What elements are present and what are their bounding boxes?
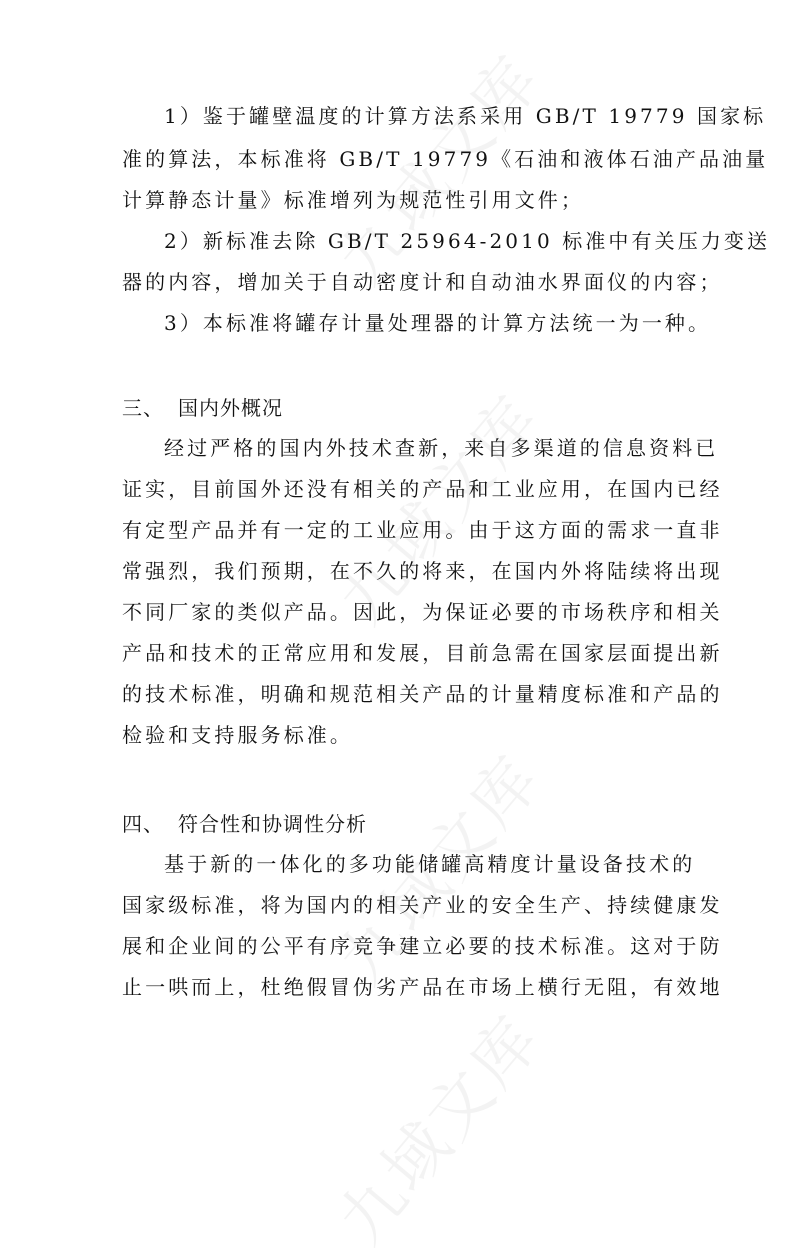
list-item-1-line-3: 计算静态计量》标准增列为规范性引用文件； [122,188,584,212]
paragraph-line: 的技术标准，明确和规范相关产品的计量精度标准和产品的 [122,682,723,706]
paragraph-line: 检验和支持服务标准。 [122,723,353,747]
paragraph-line: 常强烈，我们预期，在不久的将来，在国内外将陆续将出现 [122,559,723,583]
list-item-3-line-1: 3）本标准将罐存计量处理器的计算方法统一为一种。 [164,311,712,335]
paragraph-line: 产品和技术的正常应用和发展，目前急需在国家层面提出新 [122,641,723,665]
paragraph-line: 基于新的一体化的多功能储罐高精度计量设备技术的 [164,852,696,876]
section-number: 三、 [122,396,164,420]
list-item-1-line-2: 准的算法，本标准将 GB/T 19779《石油和液体石油产品油量 [122,147,769,171]
paragraph-line: 不同厂家的类似产品。因此，为保证必要的市场秩序和相关 [122,600,723,624]
list-item-1-line-1: 1）鉴于罐壁温度的计算方法系采用 GB/T 19779 国家标 [164,104,767,128]
section-title: 国内外概况 [178,396,283,420]
section-heading-4 [122,812,674,836]
list-item-2-line-1: 2）新标准去除 GB/T 25964-2010 标准中有关压力变送 [164,229,771,253]
paragraph-line: 国家级标准，将为国内的相关产业的安全生产、持续健康发 [122,893,723,917]
paragraph-line: 经过严格的国内外技术查新，来自多渠道的信息资料已 [164,436,719,460]
list-item-2-line-2: 器的内容，增加关于自动密度计和自动油水界面仪的内容； [122,270,723,294]
section-heading-3 [122,396,674,420]
paragraph-line: 证实，目前国外还没有相关的产品和工业应用，在国内已经 [122,477,723,501]
watermark [313,992,558,1260]
paragraph-line: 有定型产品并有一定的工业应用。由于这方面的需求一直非 [122,518,723,542]
paragraph-line: 展和企业间的公平有序竞争建立必要的技术标准。这对于防 [122,934,723,958]
paragraph-line: 止一哄而上，杜绝假冒伪劣产品在市场上横行无阻，有效地 [122,975,723,999]
section-title: 符合性和协调性分析 [178,812,367,836]
section-number: 四、 [122,812,164,836]
